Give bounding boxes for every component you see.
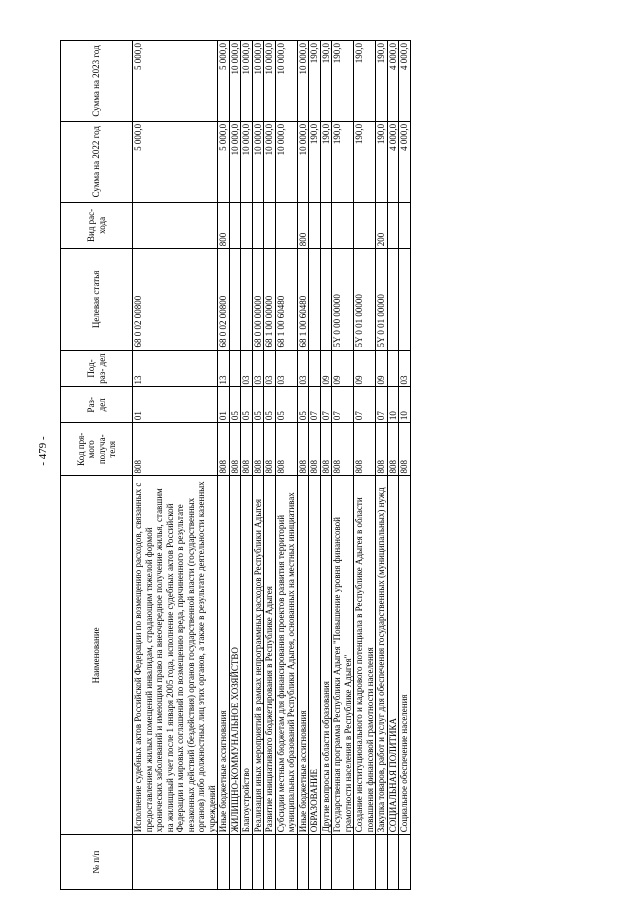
cell-exp-type: 200 xyxy=(376,202,388,249)
cell-subsection: 03 xyxy=(399,350,411,387)
cell-num xyxy=(320,835,332,890)
header-num: № п/п xyxy=(61,835,133,890)
cell-exp-type: 800 xyxy=(297,202,309,249)
table-row xyxy=(309,41,321,890)
cell-name: Иные бюджетные ассигнования xyxy=(218,476,230,835)
cell-sum-2023: 10 000,0 xyxy=(229,41,241,122)
cell-name: Другие вопросы в области образования xyxy=(320,476,332,835)
cell-exp-type xyxy=(241,202,253,249)
cell-section: 05 xyxy=(275,387,297,423)
cell-section: 01 xyxy=(218,387,230,423)
cell-section: 10 xyxy=(387,387,399,423)
cell-sum-2023: 5 000,0 xyxy=(218,41,230,122)
cell-name: СОЦИАЛЬНАЯ ПОЛИТИКА xyxy=(387,476,399,835)
table-row xyxy=(218,41,230,890)
cell-target: 68 1 00 60480 xyxy=(275,249,297,350)
cell-subsection: 03 xyxy=(241,350,253,387)
cell-subsection: 03 xyxy=(264,350,276,387)
cell-target: 5Y 0 01 00000 xyxy=(376,249,388,350)
header-sum-2022: Сумма на 2022 год xyxy=(61,121,133,202)
cell-sum-2023: 190,0 xyxy=(309,41,321,122)
cell-num xyxy=(275,835,297,890)
cell-sum-2022: 190,0 xyxy=(332,121,354,202)
cell-admin-code: 808 xyxy=(297,423,309,476)
cell-sum-2023: 5 000,0 xyxy=(133,41,218,122)
cell-target: 68 1 00 00000 xyxy=(264,249,276,350)
cell-name: Создание институционального и кадрового потенциала в Республике Адыгея в области повышения финансовой грамотности населения xyxy=(354,476,376,835)
cell-sum-2022: 10 000,0 xyxy=(229,121,241,202)
table-row xyxy=(252,41,264,890)
cell-sum-2022: 4 000,0 xyxy=(387,121,399,202)
table-row xyxy=(264,41,276,890)
table-row xyxy=(387,41,399,890)
cell-name: Субсидии местным бюджетам для финансирования проектов развития территорий муниципальных образований Республики Адыгея, основанных на местных инициативах xyxy=(275,476,297,835)
cell-num xyxy=(332,835,354,890)
cell-admin-code: 808 xyxy=(133,423,218,476)
cell-subsection xyxy=(229,350,241,387)
cell-name: Иные бюджетные ассигнования xyxy=(297,476,309,835)
cell-num xyxy=(309,835,321,890)
budget-table xyxy=(60,40,411,890)
cell-subsection: 09 xyxy=(376,350,388,387)
header-subsection: Под- раз- дел xyxy=(61,350,133,387)
cell-target: 68 0 00 00000 xyxy=(252,249,264,350)
cell-admin-code: 808 xyxy=(275,423,297,476)
cell-exp-type xyxy=(133,202,218,249)
cell-section: 07 xyxy=(354,387,376,423)
header-target: Целевая статья xyxy=(61,249,133,350)
header-sum-2023: Сумма на 2023 год xyxy=(61,41,133,122)
header-exp-type: Вид рас- хода xyxy=(61,202,133,249)
cell-subsection: 03 xyxy=(297,350,309,387)
cell-sum-2023: 190,0 xyxy=(332,41,354,122)
cell-target xyxy=(320,249,332,350)
header-admin-code: Код пря- мого получа- теля xyxy=(61,423,133,476)
cell-sum-2022: 190,0 xyxy=(320,121,332,202)
cell-target: 68 0 02 00800 xyxy=(218,249,230,350)
cell-sum-2022: 10 000,0 xyxy=(297,121,309,202)
cell-target: 5Y 0 01 00000 xyxy=(354,249,376,350)
cell-subsection xyxy=(309,350,321,387)
cell-exp-type xyxy=(399,202,411,249)
cell-num xyxy=(264,835,276,890)
cell-num xyxy=(133,835,218,890)
table-row xyxy=(332,41,354,890)
page-number: - 479 - xyxy=(37,436,49,466)
cell-num xyxy=(218,835,230,890)
budget-table-container xyxy=(60,40,580,890)
cell-sum-2023: 10 000,0 xyxy=(241,41,253,122)
cell-num xyxy=(387,835,399,890)
cell-exp-type xyxy=(229,202,241,249)
cell-sum-2023: 10 000,0 xyxy=(275,41,297,122)
table-row xyxy=(399,41,411,890)
cell-subsection: 09 xyxy=(320,350,332,387)
cell-target xyxy=(399,249,411,350)
cell-sum-2023: 190,0 xyxy=(354,41,376,122)
cell-exp-type xyxy=(275,202,297,249)
table-row xyxy=(229,41,241,890)
cell-sum-2023: 10 000,0 xyxy=(297,41,309,122)
cell-subsection: 09 xyxy=(332,350,354,387)
cell-num xyxy=(252,835,264,890)
cell-section: 05 xyxy=(297,387,309,423)
table-header-row xyxy=(61,41,133,890)
cell-admin-code: 808 xyxy=(376,423,388,476)
cell-exp-type xyxy=(309,202,321,249)
cell-name: Исполнение судебных актов Российской Федерации по возмещению расходов, связанных с предоставлением жилых помещений инвалидам, страдающим тяжелой формой хронических заболеваний и имеющим право на внеочередное получение жилья, ставшим на жилищный учет после 1 января 2005 года, исполнение судебных актов Российской Федерации и мировых соглашений по возмещению вреда, причиненного в результате незаконных действий (бездействия) органов государственной власти (государственных органов) либо должностных лиц этих органов, а также в результате деятельности казенных учреждений xyxy=(133,476,218,835)
cell-section: 07 xyxy=(332,387,354,423)
cell-admin-code: 808 xyxy=(320,423,332,476)
cell-name: Развитие инициативного бюджетирования в Республике Адыгея xyxy=(264,476,276,835)
cell-sum-2022: 10 000,0 xyxy=(275,121,297,202)
cell-sum-2023: 4 000,0 xyxy=(387,41,399,122)
cell-sum-2022: 190,0 xyxy=(376,121,388,202)
cell-section: 05 xyxy=(264,387,276,423)
cell-section: 05 xyxy=(229,387,241,423)
cell-sum-2022: 10 000,0 xyxy=(241,121,253,202)
cell-target: 68 1 00 60480 xyxy=(297,249,309,350)
cell-sum-2022: 190,0 xyxy=(354,121,376,202)
cell-admin-code: 808 xyxy=(309,423,321,476)
cell-target xyxy=(241,249,253,350)
cell-num xyxy=(376,835,388,890)
cell-name: Реализация иных мероприятий в рамках непрограммных расходов Республики Адыгея xyxy=(252,476,264,835)
cell-section: 07 xyxy=(376,387,388,423)
cell-admin-code: 808 xyxy=(264,423,276,476)
cell-target xyxy=(309,249,321,350)
table-row xyxy=(354,41,376,890)
cell-subsection xyxy=(387,350,399,387)
cell-sum-2022: 10 000,0 xyxy=(252,121,264,202)
cell-num xyxy=(354,835,376,890)
cell-subsection: 03 xyxy=(275,350,297,387)
cell-num xyxy=(399,835,411,890)
cell-exp-type xyxy=(264,202,276,249)
cell-admin-code: 808 xyxy=(252,423,264,476)
cell-exp-type xyxy=(332,202,354,249)
cell-sum-2022: 190,0 xyxy=(309,121,321,202)
table-body xyxy=(133,41,411,890)
cell-exp-type xyxy=(252,202,264,249)
cell-sum-2022: 5 000,0 xyxy=(133,121,218,202)
cell-sum-2023: 10 000,0 xyxy=(252,41,264,122)
cell-name: Государственная программа Республики Адыгея "Повышение уровня финансовой грамотности населения в Республике Адыгея" xyxy=(332,476,354,835)
table-row xyxy=(297,41,309,890)
cell-target: 68 0 02 00800 xyxy=(133,249,218,350)
table-row xyxy=(376,41,388,890)
cell-section: 10 xyxy=(399,387,411,423)
cell-admin-code: 808 xyxy=(332,423,354,476)
cell-section: 07 xyxy=(309,387,321,423)
cell-admin-code: 808 xyxy=(229,423,241,476)
cell-sum-2022: 4 000,0 xyxy=(399,121,411,202)
header-section: Раз- дел xyxy=(61,387,133,423)
cell-sum-2023: 4 000,0 xyxy=(399,41,411,122)
cell-target xyxy=(387,249,399,350)
table-row xyxy=(320,41,332,890)
cell-exp-type xyxy=(387,202,399,249)
cell-name: ЖИЛИЩНО-КОММУНАЛЬНОЕ ХОЗЯЙСТВО xyxy=(229,476,241,835)
cell-admin-code: 808 xyxy=(218,423,230,476)
cell-exp-type xyxy=(354,202,376,249)
cell-section: 07 xyxy=(320,387,332,423)
table-row xyxy=(133,41,218,890)
cell-section: 01 xyxy=(133,387,218,423)
cell-admin-code: 808 xyxy=(241,423,253,476)
cell-num xyxy=(297,835,309,890)
cell-subsection: 13 xyxy=(218,350,230,387)
cell-sum-2023: 190,0 xyxy=(376,41,388,122)
cell-sum-2022: 10 000,0 xyxy=(264,121,276,202)
cell-exp-type xyxy=(320,202,332,249)
cell-target: 5Y 0 00 00000 xyxy=(332,249,354,350)
cell-exp-type: 800 xyxy=(218,202,230,249)
cell-sum-2023: 10 000,0 xyxy=(264,41,276,122)
cell-name: ОБРАЗОВАНИЕ xyxy=(309,476,321,835)
cell-section: 05 xyxy=(241,387,253,423)
cell-sum-2022: 5 000,0 xyxy=(218,121,230,202)
cell-name: Социальное обеспечение населения xyxy=(399,476,411,835)
cell-sum-2023: 190,0 xyxy=(320,41,332,122)
cell-subsection: 09 xyxy=(354,350,376,387)
cell-target xyxy=(229,249,241,350)
cell-name: Закупка товаров, работ и услуг для обеспечения государственных (муниципальных) нужд xyxy=(376,476,388,835)
cell-admin-code: 808 xyxy=(399,423,411,476)
cell-admin-code: 808 xyxy=(354,423,376,476)
cell-num xyxy=(229,835,241,890)
header-name: Наименование xyxy=(61,476,133,835)
table-row xyxy=(241,41,253,890)
cell-num xyxy=(241,835,253,890)
cell-section: 05 xyxy=(252,387,264,423)
cell-name: Благоустройство xyxy=(241,476,253,835)
cell-subsection: 13 xyxy=(133,350,218,387)
cell-admin-code: 808 xyxy=(387,423,399,476)
cell-subsection: 03 xyxy=(252,350,264,387)
table-row xyxy=(275,41,297,890)
